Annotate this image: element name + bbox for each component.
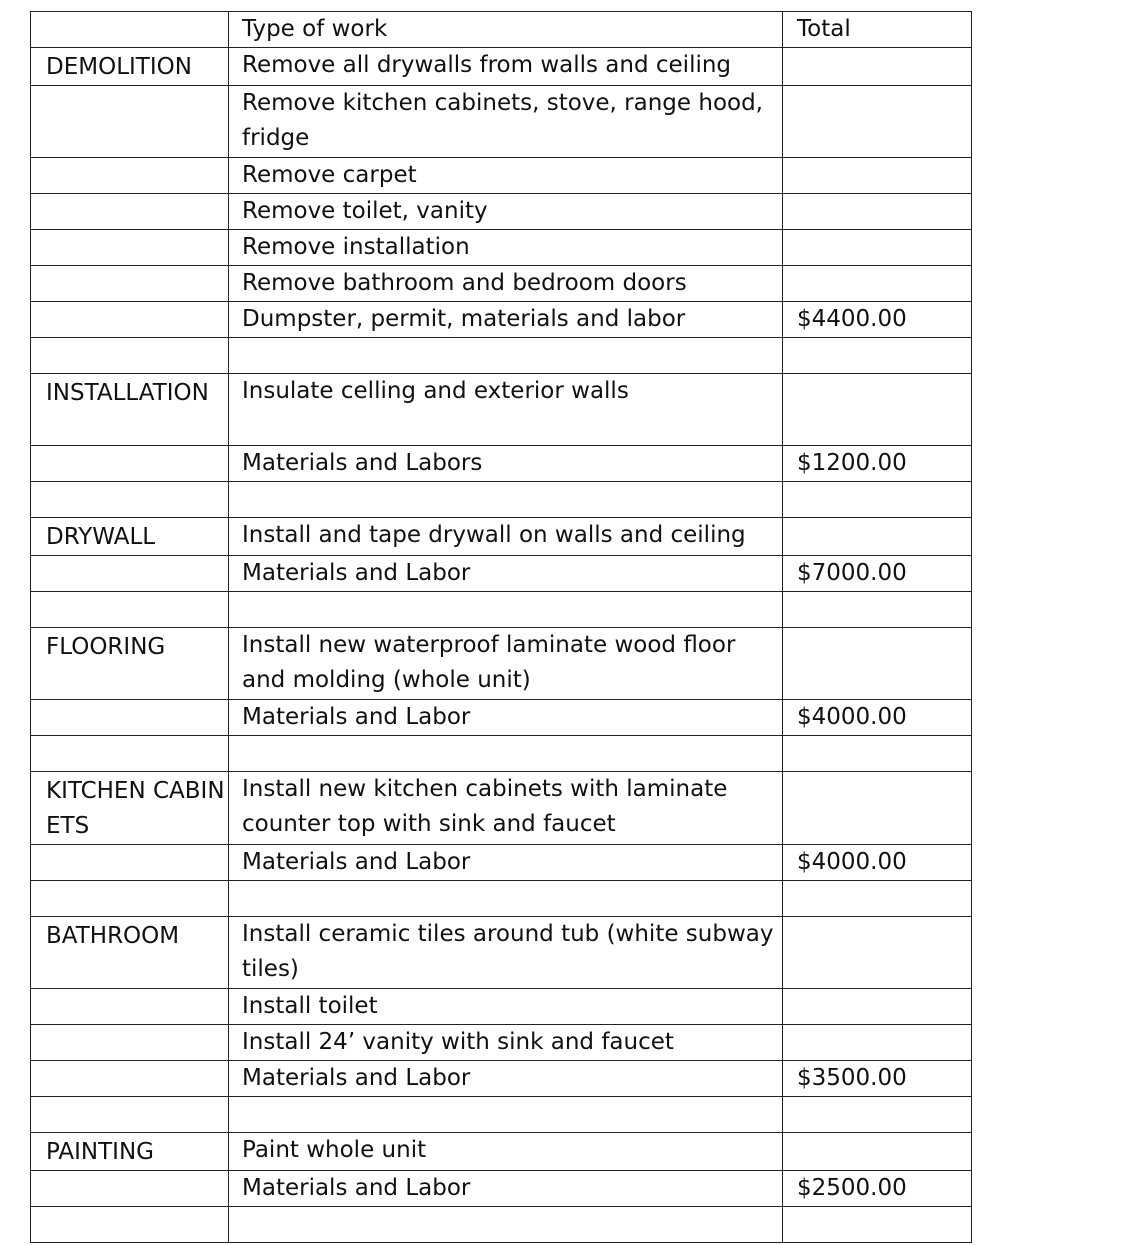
work-cell — [229, 1207, 783, 1243]
work-description: Remove carpet — [242, 162, 417, 188]
work-description: Dumpster, permit, materials and labor — [242, 306, 686, 332]
table-row — [31, 194, 972, 230]
total-cell — [783, 556, 972, 592]
table-row — [31, 446, 972, 482]
category-cell — [31, 194, 229, 230]
work-description: Install ceramic tiles around tub (white subway tiles) — [242, 921, 774, 982]
table-row — [31, 845, 972, 881]
category-cell — [31, 374, 229, 446]
category-label: DRYWALL — [46, 524, 156, 550]
work-description: Materials and Labors — [242, 450, 483, 476]
total-cell — [783, 194, 972, 230]
table-row — [31, 1133, 972, 1171]
category-cell — [31, 482, 229, 518]
work-cell — [229, 1025, 783, 1061]
table-row — [31, 628, 972, 700]
total-amount: $3500.00 — [797, 1065, 907, 1091]
total-cell — [783, 230, 972, 266]
header-work-label: Type of work — [242, 16, 388, 42]
work-cell — [229, 266, 783, 302]
table-row — [31, 158, 972, 194]
table-row — [31, 772, 972, 845]
work-description: Remove toilet, vanity — [242, 198, 488, 224]
category-cell — [31, 989, 229, 1025]
total-cell — [783, 158, 972, 194]
work-cell — [229, 592, 783, 628]
work-cell — [229, 736, 783, 772]
work-description: Materials and Labor — [242, 560, 471, 586]
work-description: Materials and Labor — [242, 849, 471, 875]
category-label: BATHROOM — [46, 923, 180, 949]
work-cell — [229, 845, 783, 881]
category-cell — [31, 1207, 229, 1243]
work-description: Materials and Labor — [242, 1175, 471, 1201]
work-description: Install and tape drywall on walls and ceiling — [242, 522, 746, 548]
work-description: Remove installation — [242, 234, 470, 260]
work-cell — [229, 482, 783, 518]
category-label: INSTALLATION — [46, 380, 209, 406]
work-cell — [229, 194, 783, 230]
table-row — [31, 592, 972, 628]
header-total-label: Total — [797, 16, 851, 42]
table-row — [31, 48, 972, 86]
total-cell — [783, 628, 972, 700]
total-cell — [783, 845, 972, 881]
table-row — [31, 1097, 972, 1133]
work-description: Install 24’ vanity with sink and faucet — [242, 1029, 674, 1055]
table-row — [31, 989, 972, 1025]
total-cell — [783, 518, 972, 556]
category-cell — [31, 917, 229, 989]
table-row — [31, 736, 972, 772]
total-cell — [783, 917, 972, 989]
work-description: Materials and Labor — [242, 704, 471, 730]
category-cell — [31, 158, 229, 194]
work-cell — [229, 628, 783, 700]
category-cell — [31, 881, 229, 917]
category-cell — [31, 592, 229, 628]
category-label: FLOORING — [46, 634, 166, 660]
category-cell — [31, 1097, 229, 1133]
total-cell — [783, 266, 972, 302]
total-cell — [783, 338, 972, 374]
work-cell — [229, 518, 783, 556]
work-description: Paint whole unit — [242, 1137, 427, 1163]
total-cell — [783, 700, 972, 736]
category-cell — [31, 845, 229, 881]
category-cell — [31, 266, 229, 302]
total-cell — [783, 48, 972, 86]
table-row — [31, 266, 972, 302]
work-cell — [229, 989, 783, 1025]
total-amount: $1200.00 — [797, 450, 907, 476]
work-cell — [229, 302, 783, 338]
table-row — [31, 1207, 972, 1243]
work-cell — [229, 772, 783, 845]
work-cell — [229, 48, 783, 86]
work-description: Install toilet — [242, 993, 378, 1019]
work-cell — [229, 158, 783, 194]
header-total-cell — [783, 12, 972, 48]
table-row — [31, 482, 972, 518]
total-cell — [783, 482, 972, 518]
total-cell — [783, 736, 972, 772]
total-amount: $2500.00 — [797, 1175, 907, 1201]
table-row — [31, 881, 972, 917]
work-cell — [229, 1097, 783, 1133]
work-cell — [229, 700, 783, 736]
table-row — [31, 1061, 972, 1097]
total-cell — [783, 446, 972, 482]
category-cell — [31, 86, 229, 158]
category-label: PAINTING — [46, 1139, 154, 1165]
table-row — [31, 230, 972, 266]
category-cell — [31, 1025, 229, 1061]
category-cell — [31, 48, 229, 86]
total-cell — [783, 86, 972, 158]
table-row — [31, 518, 972, 556]
total-amount: $4000.00 — [797, 704, 907, 730]
work-cell — [229, 446, 783, 482]
category-cell — [31, 628, 229, 700]
table-row — [31, 1171, 972, 1207]
category-cell — [31, 518, 229, 556]
work-cell — [229, 1061, 783, 1097]
work-cell — [229, 917, 783, 989]
work-cell — [229, 1133, 783, 1171]
category-cell — [31, 736, 229, 772]
table-row — [31, 374, 972, 446]
estimate-table — [30, 11, 972, 1243]
category-cell — [31, 230, 229, 266]
total-cell — [783, 592, 972, 628]
work-description: Remove kitchen cabinets, stove, range hood, fridge — [242, 90, 763, 151]
category-cell — [31, 556, 229, 592]
work-description: Insulate celling and exterior walls — [242, 378, 629, 404]
total-cell — [783, 1025, 972, 1061]
header-work-cell — [229, 12, 783, 48]
total-cell — [783, 1207, 972, 1243]
category-cell — [31, 302, 229, 338]
category-cell — [31, 446, 229, 482]
total-cell — [783, 1171, 972, 1207]
estimate-table-body — [31, 12, 972, 1243]
total-cell — [783, 1133, 972, 1171]
category-label: DEMOLITION — [46, 54, 192, 80]
work-cell — [229, 230, 783, 266]
work-cell — [229, 86, 783, 158]
total-cell — [783, 302, 972, 338]
work-description: Remove all drywalls from walls and ceiling — [242, 52, 732, 78]
total-amount: $4000.00 — [797, 849, 907, 875]
table-row — [31, 917, 972, 989]
category-cell — [31, 1061, 229, 1097]
work-cell — [229, 556, 783, 592]
total-cell — [783, 374, 972, 446]
total-cell — [783, 881, 972, 917]
table-row — [31, 338, 972, 374]
work-cell — [229, 338, 783, 374]
header-row — [31, 12, 972, 48]
work-description: Materials and Labor — [242, 1065, 471, 1091]
category-label: KITCHEN CABINETS — [46, 778, 225, 839]
work-cell — [229, 881, 783, 917]
header-category-cell — [31, 12, 229, 48]
table-row — [31, 1025, 972, 1061]
total-cell — [783, 772, 972, 845]
category-cell — [31, 1133, 229, 1171]
total-amount: $4400.00 — [797, 306, 907, 332]
category-cell — [31, 338, 229, 374]
category-cell — [31, 1171, 229, 1207]
table-row — [31, 86, 972, 158]
category-cell — [31, 700, 229, 736]
table-row — [31, 700, 972, 736]
total-cell — [783, 1061, 972, 1097]
total-cell — [783, 1097, 972, 1133]
category-cell — [31, 772, 229, 845]
work-cell — [229, 374, 783, 446]
work-description: Install new waterproof laminate wood floor and molding (whole unit) — [242, 632, 736, 693]
work-description: Remove bathroom and bedroom doors — [242, 270, 687, 296]
work-cell — [229, 1171, 783, 1207]
work-description: Install new kitchen cabinets with laminate counter top with sink and faucet — [242, 776, 728, 837]
table-row — [31, 556, 972, 592]
total-cell — [783, 989, 972, 1025]
total-amount: $7000.00 — [797, 560, 907, 586]
table-row — [31, 302, 972, 338]
